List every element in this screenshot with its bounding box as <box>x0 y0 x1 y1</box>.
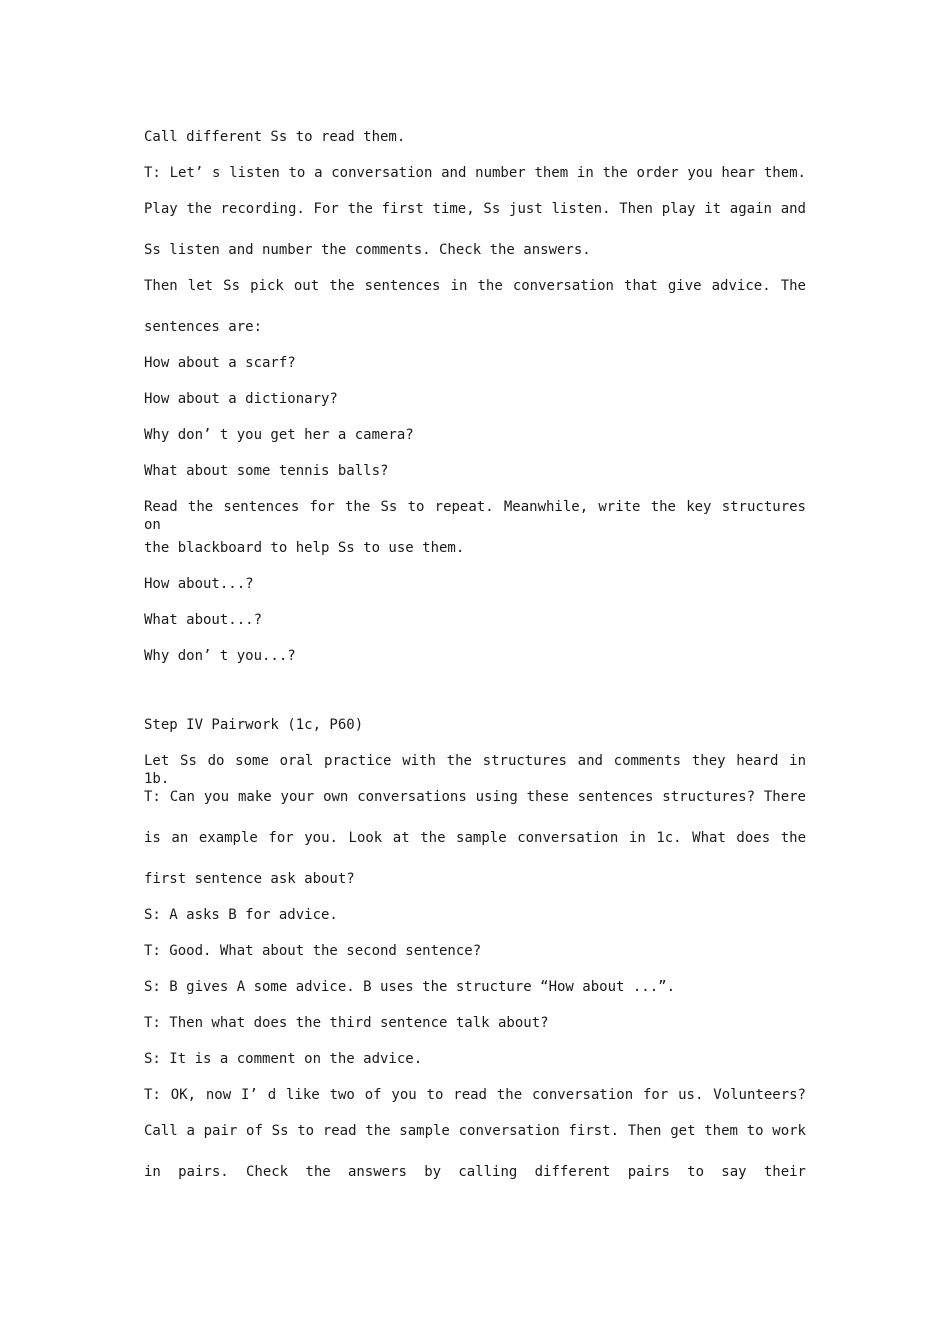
text-line: How about a scarf? <box>144 355 296 371</box>
text-line: the blackboard to help Ss to use them. <box>144 540 465 556</box>
text-line: in pairs. Check the answers by calling different pairs to say their <box>144 1164 806 1180</box>
section-heading: Step IV Pairwork (1c, P60) <box>144 717 364 733</box>
text-line: T: Good. What about the second sentence? <box>144 943 482 959</box>
text-line: Call a pair of Ss to read the sample conversation first. Then get them to work <box>144 1123 806 1139</box>
text-line: Read the sentences for the Ss to repeat. Meanwhile, write the key structures on <box>144 499 806 533</box>
text-line: T: Then what does the third sentence talk about? <box>144 1015 549 1031</box>
text-line: sentences are: <box>144 319 263 335</box>
text-line: Ss listen and number the comments. Check the answers. <box>144 242 591 258</box>
text-line: Why don’ t you get her a camera? <box>144 427 414 443</box>
text-line: Play the recording. For the first time, Ss just listen. Then play it again and <box>144 201 806 217</box>
text-line: S: B gives A some advice. B uses the structure “How about ...”. <box>144 979 676 995</box>
text-line: How about a dictionary? <box>144 391 338 407</box>
text-line: Then let Ss pick out the sentences in the conversation that give advice. The <box>144 278 806 294</box>
text-line: T: Let’ s listen to a conversation and number them in the order you hear them. <box>144 165 806 181</box>
text-line: is an example for you. Look at the sample conversation in 1c. What does the <box>144 830 806 846</box>
text-line: first sentence ask about? <box>144 871 355 887</box>
text-line: T: OK, now I’ d like two of you to read the conversation for us. Volunteers? <box>144 1087 806 1103</box>
text-line: Call different Ss to read them. <box>144 129 406 145</box>
text-line: T: Can you make your own conversations using these sentences structures? There <box>144 789 806 805</box>
text-line: What about some tennis balls? <box>144 463 389 479</box>
text-line: Why don’ t you...? <box>144 648 296 664</box>
text-line: How about...? <box>144 576 254 592</box>
text-line: What about...? <box>144 612 263 628</box>
text-line: S: It is a comment on the advice. <box>144 1051 423 1067</box>
text-line: S: A asks B for advice. <box>144 907 338 923</box>
text-line: Let Ss do some oral practice with the structures and comments they heard in 1b. <box>144 753 806 787</box>
